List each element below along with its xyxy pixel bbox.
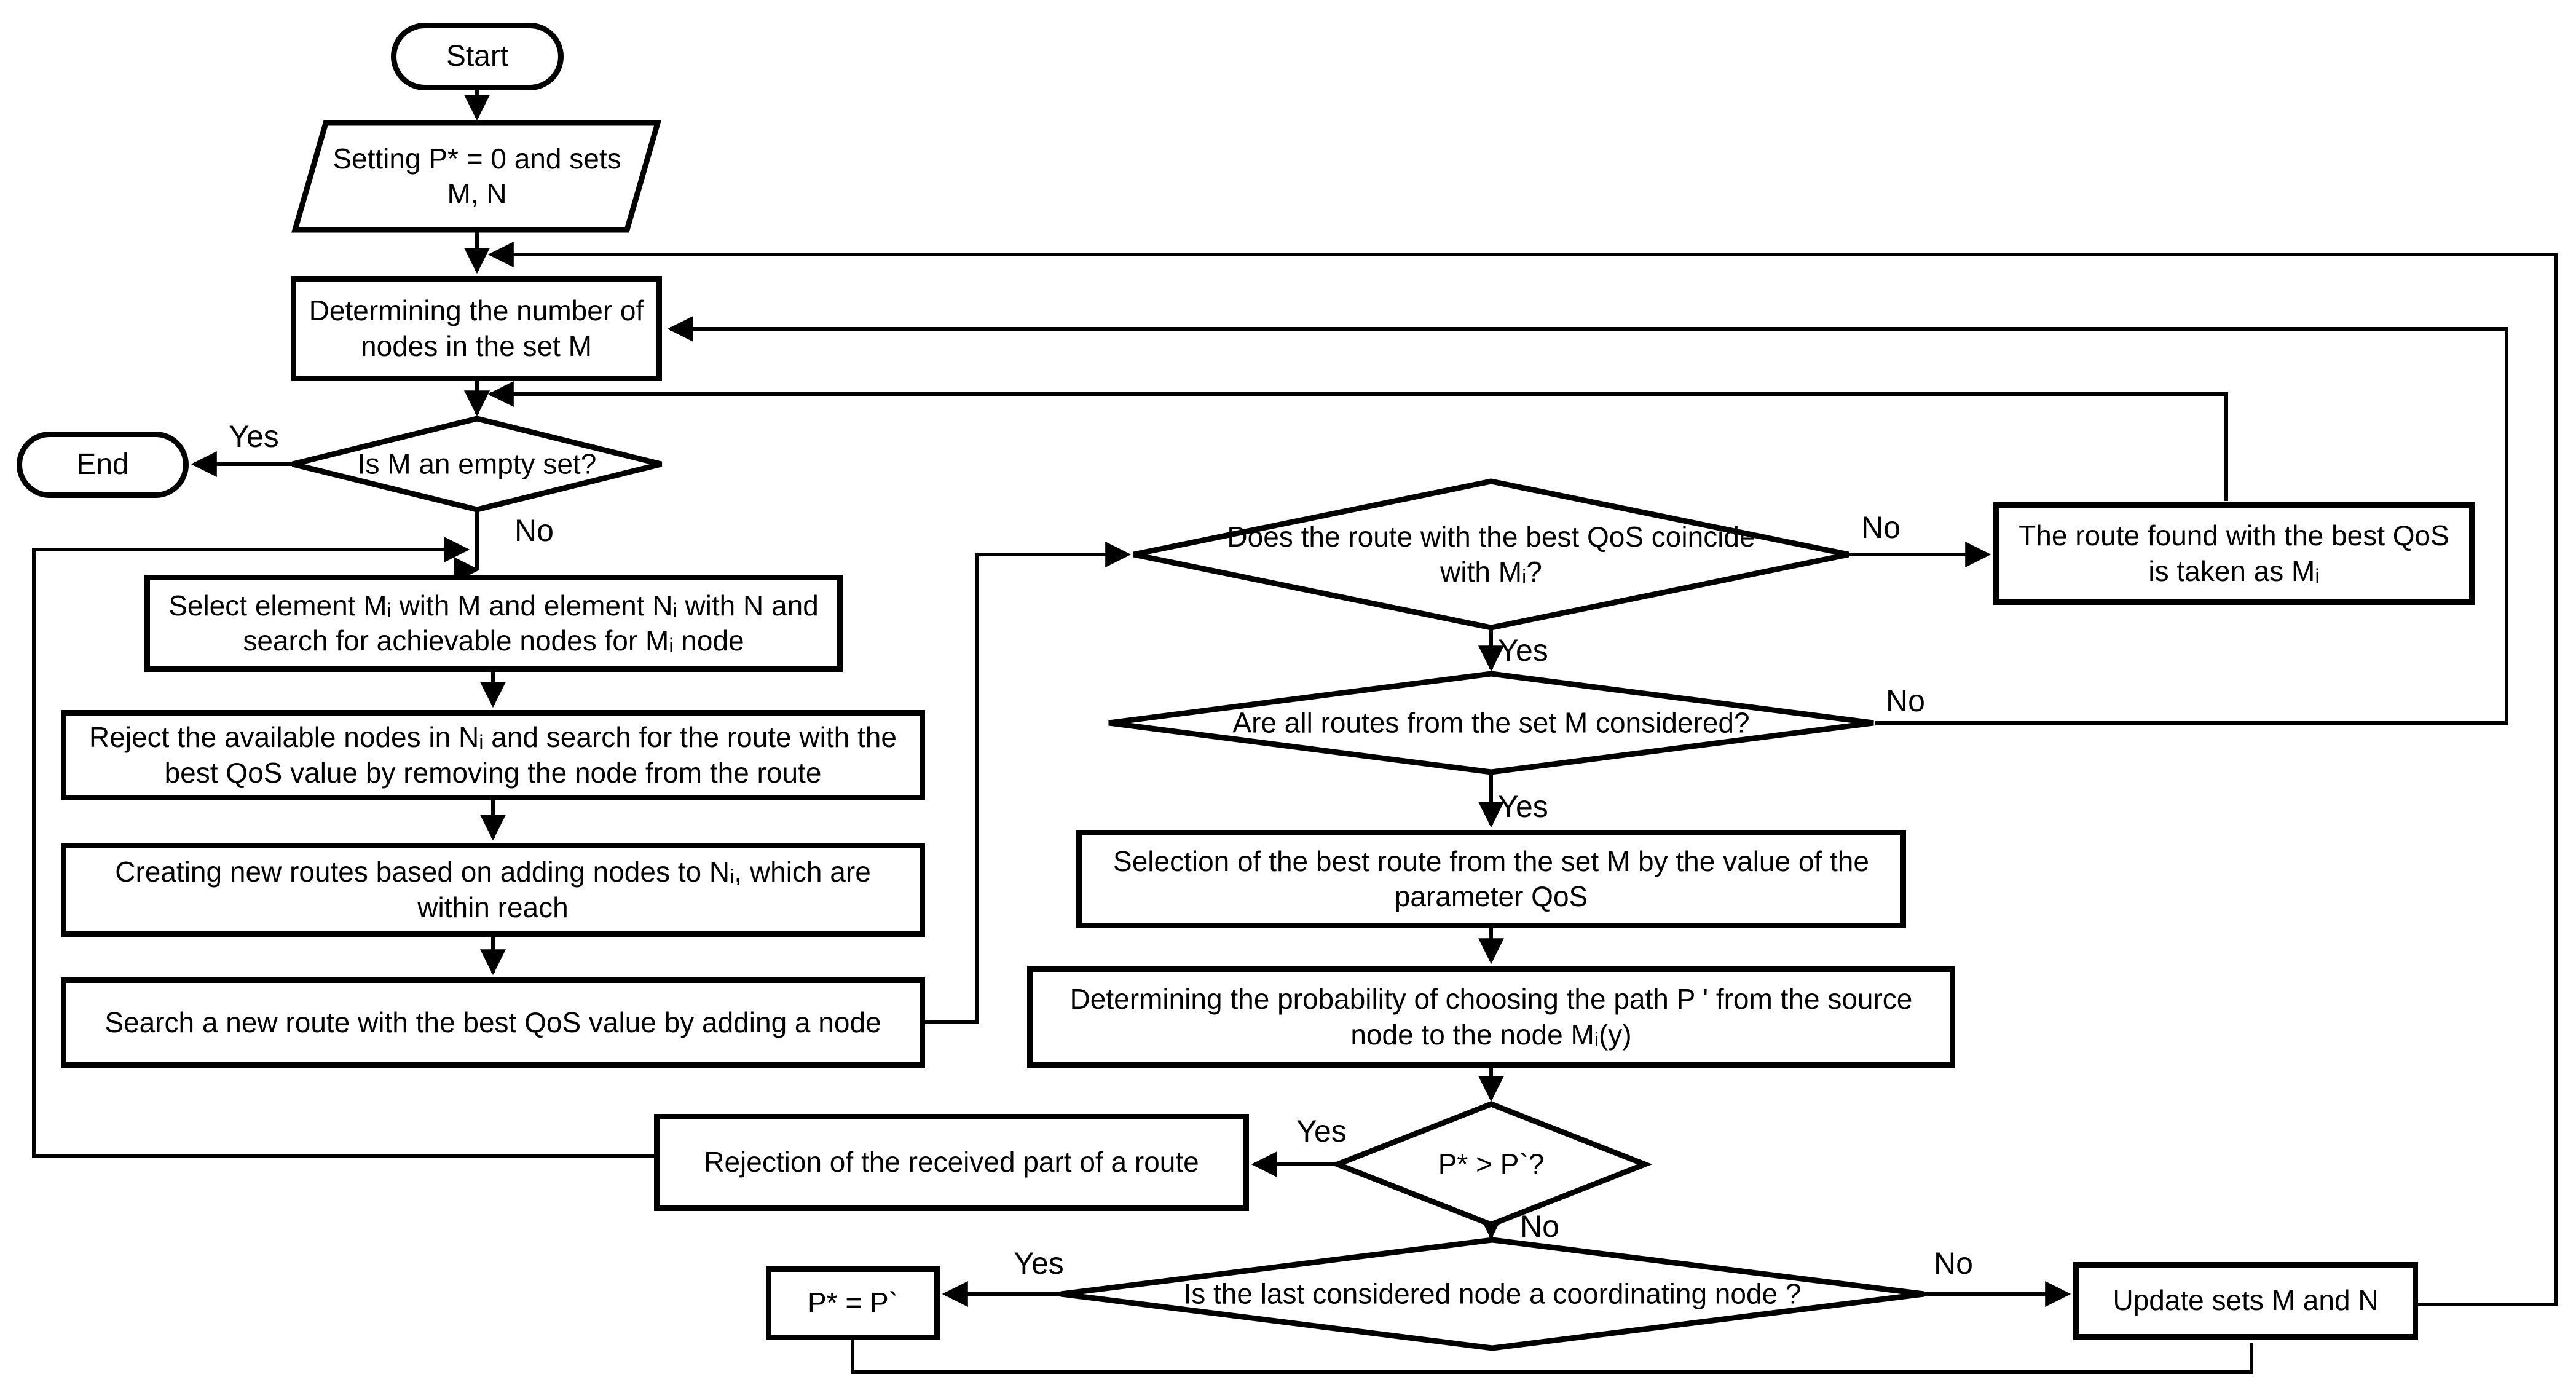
label-coordinating-no: No	[1934, 1246, 1973, 1280]
is-m-empty-decision: Is M an empty set?	[357, 448, 597, 480]
edge-search-routecoincide	[925, 554, 1128, 1022]
label-all-routes-yes: Yes	[1498, 789, 1548, 824]
label-route-coincide-no: No	[1861, 510, 1900, 545]
reject-nodes-step: Reject the available nodes in Nᵢ and search for the route with the best QoS value by removing the node from the route	[61, 710, 925, 800]
coordinating-node-decision: Is the last considered node a coordinating node ?	[1183, 1277, 1802, 1310]
route-taken-step: The route found with the best QoS is taken as Mᵢ	[1993, 502, 2475, 605]
update-sets-step: Update sets M and N	[2073, 1262, 2418, 1340]
init-step: Setting P* = 0 and sets M, N	[333, 142, 621, 210]
edge-passign-update-bottom	[853, 1340, 2251, 1372]
start-terminal: Start	[391, 23, 564, 90]
label-is-m-empty-yes: Yes	[229, 419, 279, 454]
best-route-selection-step: Selection of the best route from the set M by the value of the parameter QoS	[1076, 830, 1906, 928]
label-p-compare-no: No	[1520, 1209, 1559, 1244]
search-route-step: Search a new route with the best QoS value by adding a node	[61, 977, 925, 1068]
label-is-m-empty-no: No	[514, 513, 554, 548]
edge-routetaken-return-loop	[490, 394, 2226, 501]
label-route-coincide-yes: Yes	[1498, 633, 1548, 668]
all-routes-considered-decision: Are all routes from the set M considered?	[1232, 706, 1750, 739]
create-routes-step: Creating new routes based on adding nodes to Nᵢ, which are within reach	[61, 843, 925, 937]
route-coincide-decision: Does the route with the best QoS coincide with Mᵢ?	[1227, 520, 1755, 588]
determine-count-step: Determining the number of nodes in the set M	[291, 276, 662, 381]
path-probability-step: Determining the probability of choosing the path P ' from the source node to the node Mᵢ(y)	[1027, 966, 1955, 1068]
p-compare-decision: P* > P`?	[1438, 1148, 1545, 1180]
rejection-step: Rejection of the received part of a route	[654, 1114, 1249, 1211]
label-coordinating-yes: Yes	[1014, 1246, 1064, 1280]
label-all-routes-no: No	[1886, 684, 1925, 718]
end-terminal: End	[17, 432, 189, 498]
select-element-step: Select element Mᵢ with M and element Nᵢ with N and search for achievable nodes for Mᵢ node	[144, 575, 843, 672]
label-p-compare-yes: Yes	[1296, 1114, 1347, 1148]
p-assign-step: P* = P`	[766, 1266, 940, 1340]
